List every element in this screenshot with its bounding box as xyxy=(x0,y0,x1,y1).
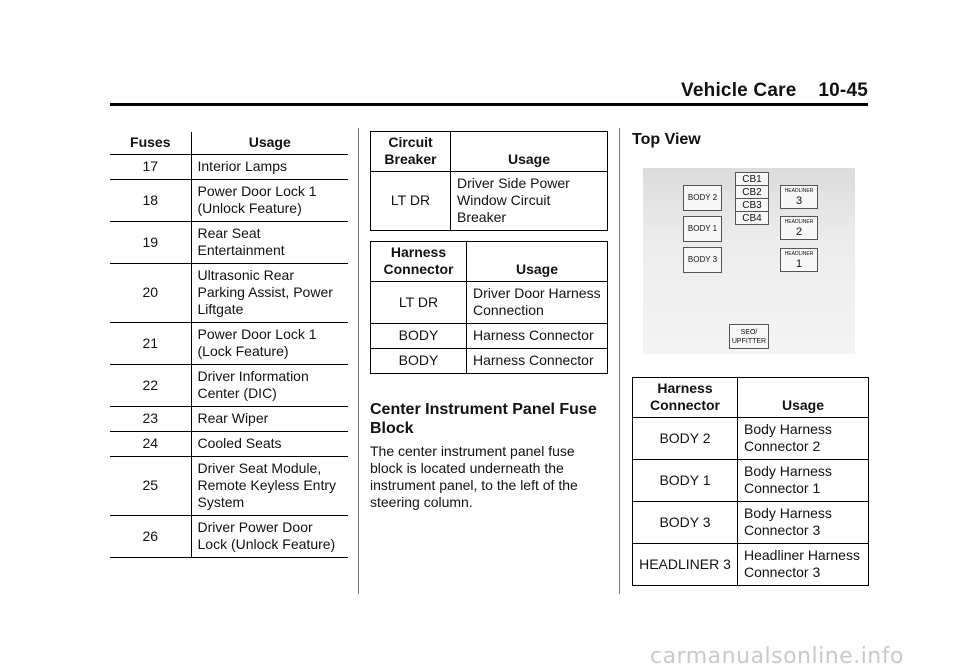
column-header-usage: Usage xyxy=(248,134,291,150)
harness-connector-table-middle xyxy=(370,241,608,374)
cell-id: 18 xyxy=(110,180,191,222)
page-title xyxy=(681,80,868,102)
table-row xyxy=(371,324,608,349)
cell-usage: Driver Door Harness Connection xyxy=(473,285,601,318)
cell-id: HEADLINER 3 xyxy=(633,544,738,586)
top-view-heading: Top View xyxy=(632,131,701,148)
cell-id: 24 xyxy=(110,432,191,457)
cell-usage: Driver Side Power Window Circuit Breaker xyxy=(457,175,570,225)
table-row xyxy=(110,264,348,323)
column-header-harness-connector: Harness Connector xyxy=(371,242,467,282)
cell-id: LT DR xyxy=(371,172,451,231)
cell-id: LT DR xyxy=(371,282,467,324)
column-header-fuses: Fuses xyxy=(110,132,191,155)
column-divider-left xyxy=(358,128,359,594)
cell-usage: Headliner Harness Connector 3 xyxy=(744,547,860,580)
table-row xyxy=(110,457,348,516)
cb1-label: CB1 xyxy=(742,174,762,185)
table-row xyxy=(110,155,348,180)
body3-connector xyxy=(683,247,722,273)
cell-id: 17 xyxy=(110,155,191,180)
headliner1-connector xyxy=(780,248,818,272)
fuse-usage-table xyxy=(110,132,348,558)
body2-connector xyxy=(683,185,722,211)
cell-usage: Driver Seat Module, Remote Keyless Entry System xyxy=(197,460,336,510)
table-row xyxy=(633,418,869,460)
table-row xyxy=(371,282,608,324)
headliner2-connector xyxy=(780,216,818,240)
cell-usage: Body Harness Connector 2 xyxy=(744,421,832,454)
watermark-text: carmanualsonline.info xyxy=(650,644,904,669)
table-row xyxy=(633,544,869,586)
cell-usage: Harness Connector xyxy=(473,352,594,368)
cell-usage: Power Door Lock 1 (Lock Feature) xyxy=(197,326,317,359)
cell-usage: Harness Connector xyxy=(473,327,594,343)
cell-id: BODY 1 xyxy=(633,460,738,502)
cell-usage: Cooled Seats xyxy=(197,435,282,451)
headliner1-caption: HEADLINER xyxy=(784,251,814,257)
headliner2-number: 2 xyxy=(795,226,803,238)
column-header-circuit-breaker: Circuit Breaker xyxy=(371,132,451,172)
seo-upfitter-label: SEO/ UPFITTER xyxy=(731,329,767,345)
headliner2-caption: HEADLINER xyxy=(784,219,814,225)
cell-id: 23 xyxy=(110,407,191,432)
cell-id: BODY xyxy=(371,324,467,349)
cell-id: 20 xyxy=(110,264,191,323)
cb3-label: CB3 xyxy=(742,200,762,211)
center-panel-heading: Center Instrument Panel Fuse Block xyxy=(370,401,597,437)
seo-upfitter-connector xyxy=(729,324,769,349)
cell-usage: Rear Wiper xyxy=(197,410,269,426)
cell-id: BODY 3 xyxy=(633,502,738,544)
cell-usage: Rear Seat Entertainment xyxy=(197,225,285,258)
cell-id: BODY xyxy=(371,349,467,374)
cell-usage: Power Door Lock 1 (Unlock Feature) xyxy=(197,183,317,216)
center-panel-description: The center instrument panel fuse block is located underneath the instrument panel, to the left of the steering column. xyxy=(370,443,578,510)
table-row xyxy=(110,180,348,222)
cell-usage: Driver Power Door Lock (Unlock Feature) xyxy=(197,519,336,552)
cell-id: BODY 2 xyxy=(633,418,738,460)
headliner1-number: 1 xyxy=(795,258,803,270)
page-number: 10-45 xyxy=(818,80,868,101)
harness-connector-table-right xyxy=(632,377,869,586)
column-header-harness-connector: Harness Connector xyxy=(633,378,738,418)
cell-id: 21 xyxy=(110,323,191,365)
circuit-breaker-table xyxy=(370,131,608,231)
column-divider-right xyxy=(619,128,620,594)
header-rule xyxy=(110,103,868,106)
table-row xyxy=(633,460,869,502)
table-row xyxy=(110,407,348,432)
cell-usage: Body Harness Connector 1 xyxy=(744,463,832,496)
cb4-label: CB4 xyxy=(742,213,762,224)
table-row xyxy=(110,222,348,264)
cb2-breaker xyxy=(735,185,769,199)
column-header-usage: Usage xyxy=(781,397,825,413)
table-row xyxy=(371,172,608,231)
cb1-breaker xyxy=(735,172,769,186)
cb2-label: CB2 xyxy=(742,187,762,198)
cell-id: 25 xyxy=(110,457,191,516)
cell-id: 19 xyxy=(110,222,191,264)
body2-label: BODY 2 xyxy=(687,193,718,202)
body1-connector xyxy=(683,216,722,242)
cell-id: 22 xyxy=(110,365,191,407)
table-row xyxy=(110,432,348,457)
table-row xyxy=(110,365,348,407)
table-row xyxy=(110,323,348,365)
body3-label: BODY 3 xyxy=(687,255,718,264)
section-name: Vehicle Care xyxy=(681,80,797,101)
column-header-usage: Usage xyxy=(507,151,551,167)
cell-usage: Driver Information Center (DIC) xyxy=(197,368,309,401)
headliner3-caption: HEADLINER xyxy=(784,188,814,194)
cb4-breaker xyxy=(735,211,769,225)
cell-id: 26 xyxy=(110,516,191,558)
headliner3-number: 3 xyxy=(795,195,803,207)
table-row xyxy=(633,502,869,544)
table-row xyxy=(371,349,608,374)
cell-usage: Ultrasonic Rear Parking Assist, Power Liftgate xyxy=(197,267,333,317)
cell-usage: Body Harness Connector 3 xyxy=(744,505,832,538)
table-row xyxy=(110,516,348,558)
cb3-breaker xyxy=(735,198,769,212)
headliner3-connector xyxy=(780,185,818,209)
cell-usage: Interior Lamps xyxy=(197,158,287,174)
fuse-block-top-view-diagram xyxy=(643,168,855,354)
page-header xyxy=(0,0,960,110)
body1-label: BODY 1 xyxy=(687,224,718,233)
column-header-usage: Usage xyxy=(515,261,559,277)
